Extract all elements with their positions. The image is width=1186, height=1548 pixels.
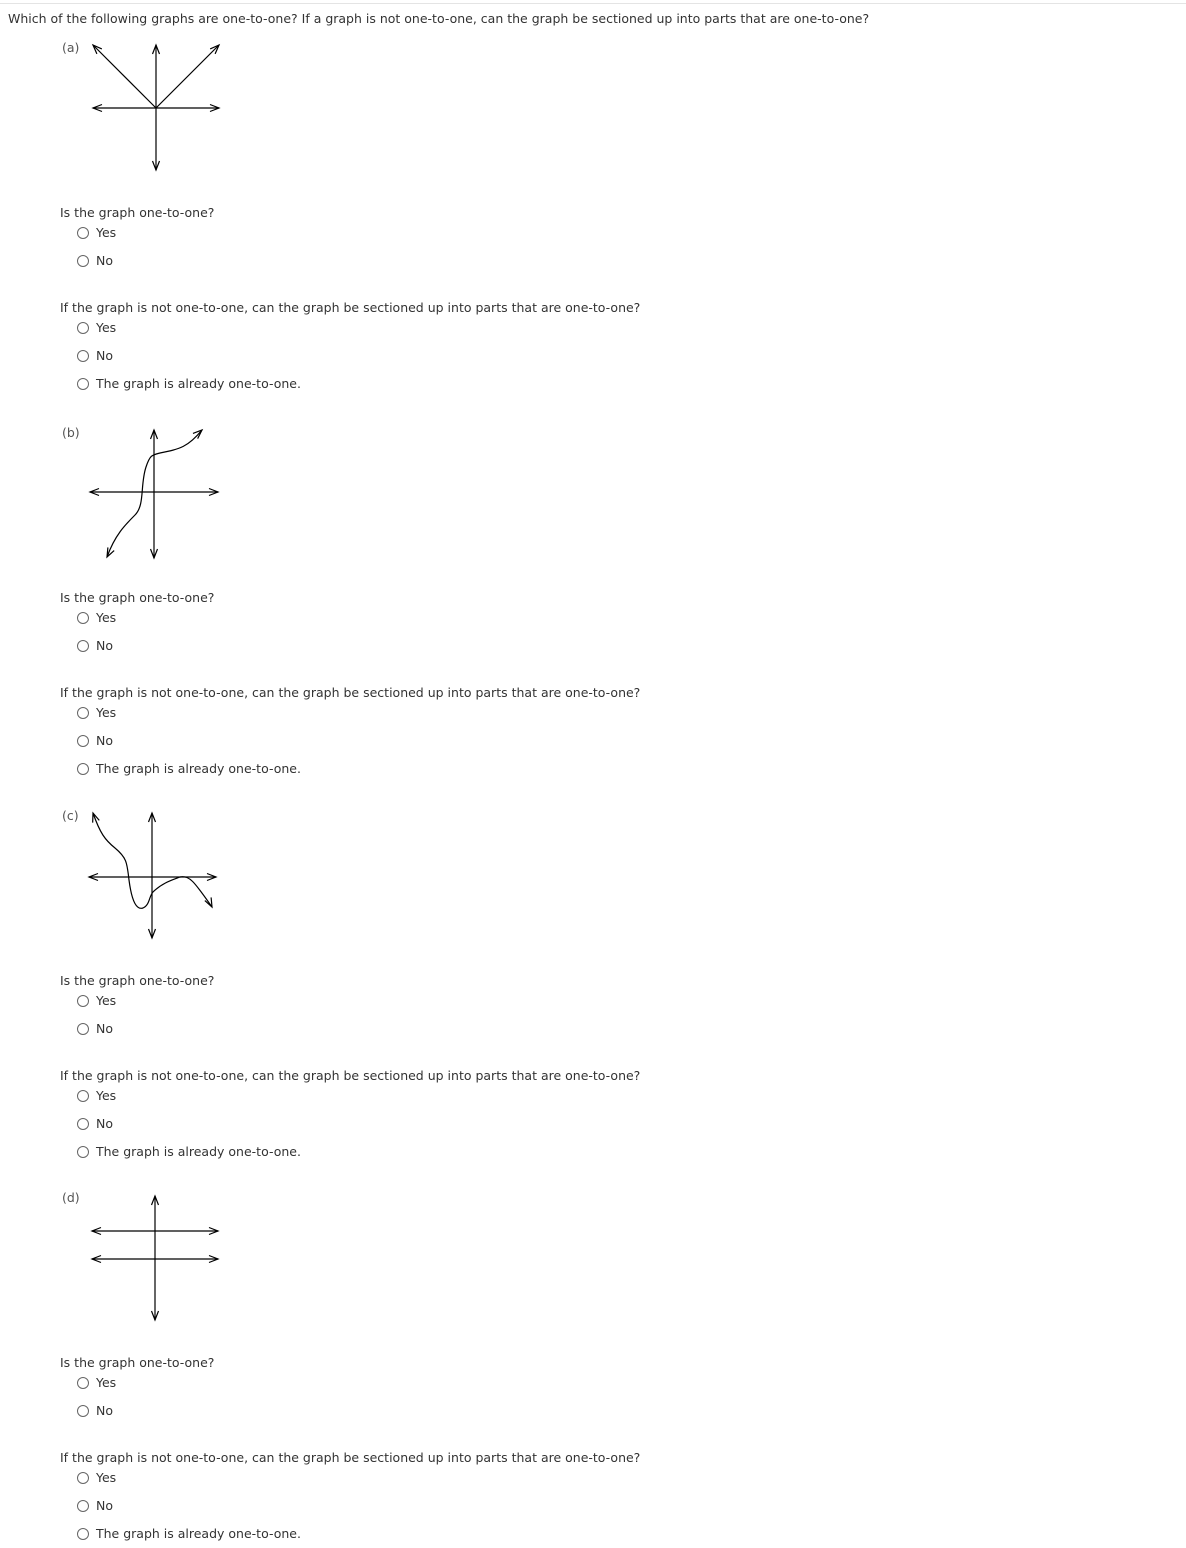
radio-button[interactable] [77,1500,89,1512]
option-label: No [96,348,113,363]
option-label: No [96,253,113,268]
radio-button[interactable] [77,707,89,719]
q1-option-no[interactable] [77,1403,113,1418]
radio-button[interactable] [77,640,89,652]
sectioned-question: If the graph is not one-to-one, can the graph be sectioned up into parts that are one-to-one? [60,1068,641,1083]
q2-option-1[interactable] [77,1498,113,1513]
radio-button[interactable] [77,227,89,239]
part-label: (d) [62,1190,80,1205]
radio-button[interactable] [77,1405,89,1417]
radio-button[interactable] [77,995,89,1007]
sectioned-question: If the graph is not one-to-one, can the graph be sectioned up into parts that are one-to-one? [60,300,641,315]
radio-button[interactable] [77,612,89,624]
option-label: Yes [96,705,117,720]
q2-option-0[interactable] [77,705,116,720]
question-prompt: Which of the following graphs are one-to-one? If a graph is not one-to-one, can the graph be sectioned up into parts that are one-to-one? [8,11,870,26]
radio-button[interactable] [77,1377,89,1389]
q2-option-0[interactable] [77,1088,116,1103]
q2-option-1[interactable] [77,1116,113,1131]
q2-option-1[interactable] [77,733,113,748]
q1-option-yes[interactable] [77,610,116,625]
option-label: The graph is already one-to-one. [96,376,301,391]
q2-option-0[interactable] [77,320,116,335]
option-label: Yes [96,610,117,625]
q1-option-yes[interactable] [77,993,116,1008]
graph-c [0,768,260,918]
option-label: The graph is already one-to-one. [96,761,301,776]
radio-button[interactable] [77,735,89,747]
option-label: Yes [96,225,117,240]
option-label: Yes [96,1088,117,1103]
option-label: Yes [96,993,117,1008]
option-label: The graph is already one-to-one. [96,1144,301,1159]
part-label: (b) [62,425,80,440]
graph-b [0,385,260,535]
q2-option-2[interactable] [77,1526,301,1541]
radio-button[interactable] [77,1528,89,1540]
option-label: No [96,1403,113,1418]
q1-option-yes[interactable] [77,1375,116,1390]
one-to-one-question: Is the graph one-to-one? [60,205,215,220]
q1-option-no[interactable] [77,253,113,268]
radio-button[interactable] [77,255,89,267]
radio-button[interactable] [77,1090,89,1102]
q1-option-no[interactable] [77,638,113,653]
option-label: No [96,1021,113,1036]
radio-button[interactable] [77,322,89,334]
part-label: (a) [62,40,80,55]
part-a [0,0,1186,391]
option-label: The graph is already one-to-one. [96,1526,301,1541]
option-label: No [96,1116,113,1131]
part-d [0,1150,1186,1541]
graph-d [0,1150,260,1300]
part-label: (c) [62,808,79,823]
option-label: Yes [96,1375,117,1390]
option-label: No [96,733,113,748]
one-to-one-question: Is the graph one-to-one? [60,590,215,605]
option-label: No [96,638,113,653]
graph-a [0,0,260,150]
option-label: Yes [96,1470,117,1485]
q2-option-0[interactable] [77,1470,116,1485]
one-to-one-question: Is the graph one-to-one? [60,973,215,988]
part-c [0,768,1186,1159]
q1-option-no[interactable] [77,1021,113,1036]
radio-button[interactable] [77,1023,89,1035]
sectioned-question: If the graph is not one-to-one, can the graph be sectioned up into parts that are one-to-one? [60,1450,641,1465]
radio-button[interactable] [77,1472,89,1484]
radio-button[interactable] [77,1118,89,1130]
part-b [0,385,1186,776]
option-label: Yes [96,320,117,335]
one-to-one-question: Is the graph one-to-one? [60,1355,215,1370]
option-label: No [96,1498,113,1513]
radio-button[interactable] [77,350,89,362]
sectioned-question: If the graph is not one-to-one, can the graph be sectioned up into parts that are one-to-one? [60,685,641,700]
q2-option-1[interactable] [77,348,113,363]
q1-option-yes[interactable] [77,225,116,240]
